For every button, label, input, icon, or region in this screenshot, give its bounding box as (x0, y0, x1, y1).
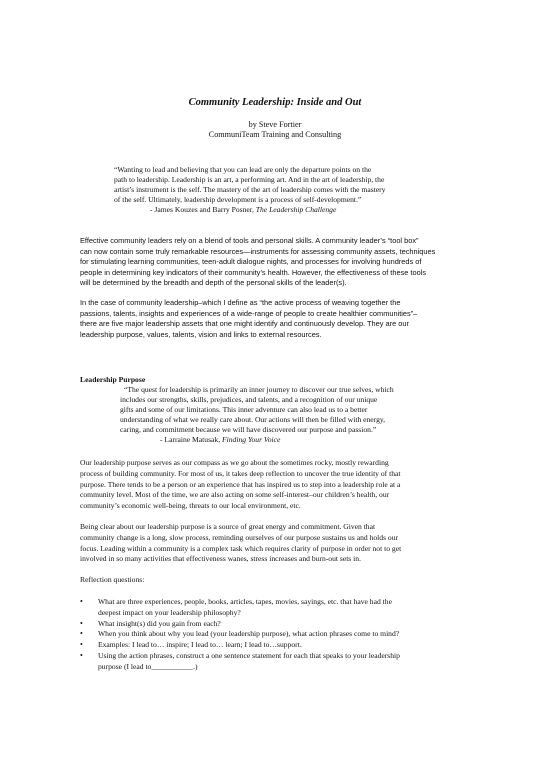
bullet-icon: • (80, 597, 83, 606)
list-item (80, 629, 500, 640)
epigraph-attribution (114, 205, 385, 215)
list-item (80, 597, 500, 619)
paragraph-line: In the case of community leadership–which I define as “the active process of weaving together the (80, 298, 401, 307)
paragraph-line: community level. Most of the time, we are also acting on some self-interest–our children’s health, our (80, 490, 390, 500)
question-text: When you think about why you lead (your leadership purpose), what action phrases come to mind? (98, 629, 400, 639)
epigraph-line: artist’s instrument is the self. The mastery of the art of leadership comes with the mastery (114, 185, 386, 194)
byline (0, 120, 550, 140)
purpose-paragraph-2 (80, 522, 480, 565)
paragraph-line: people in determining key indicators of their community’s health. However, the effectiveness of these tools (80, 267, 427, 277)
reflection-questions-list (80, 597, 500, 673)
attribution-author: - James Kouzes and Barry Posner, (150, 205, 256, 214)
paragraph-line: for stimulating learning communities, teen-adult dialogue nights, and processes for involving hundreds of (80, 257, 422, 267)
paragraph-line: process of building community. For most of us, it takes deep reflection to uncover the true identity of that (80, 468, 401, 478)
intro-paragraph-2 (80, 298, 480, 340)
bullet-icon: • (80, 618, 83, 628)
question-text: Using the action phrases, construct a one sentence statement for each that speaks to your leadership (98, 650, 400, 660)
purpose-paragraph-1 (80, 458, 480, 512)
organization-line: CommuniTeam Training and Consulting (208, 130, 342, 139)
list-item (80, 640, 500, 651)
bullet-icon: • (80, 629, 83, 639)
paragraph-line: purpose. There tends to be a person or an experience that has inspired us to step into a leadership role at a (80, 479, 401, 489)
paragraph-line: Our leadership purpose serves as our compass as we go about the sometimes rocky, mostly rewarding (80, 458, 389, 467)
question-text: What insight(s) did you gain from each? (98, 618, 221, 628)
attribution-work: Finding Your Voice (222, 435, 281, 444)
paragraph-line: community change is a long, slow process, reminding ourselves of our purpose sustains us and holds our (80, 532, 399, 542)
intro-paragraph-1 (80, 236, 480, 289)
paragraph-line: community’s economic well-being, threats to our local environment, etc. (80, 501, 301, 511)
paragraph-line: there are five major leadership assets that one might identify and continuously develop. They are our (80, 319, 409, 329)
question-text: What are three experiences, people, books, articles, tapes, movies, sayings, etc. that have had the (98, 597, 392, 606)
paragraph-line: focus. Leading within a community is a complex task which requires clarity of purpose in order not to get (80, 543, 402, 553)
quote-line: understanding of what we really care about. Our actions will then be filled with energy, (120, 415, 386, 424)
quote-line: gifts and some of our limitations. This inner adventure can also lead us to a better (120, 405, 368, 414)
quote-line: includes our strengths, skills, prejudices, and talents, and a recognition of our unique (120, 395, 378, 404)
epigraph-quote (114, 165, 385, 215)
epigraph-line: “Wanting to lead and believing that you can lead are only the departure points on the (114, 165, 372, 174)
bullet-icon: • (80, 640, 83, 650)
paragraph-line: involved in so many activities that effectiveness wanes, stress increases and burn-out sets in. (80, 554, 361, 564)
list-item (80, 619, 500, 630)
attribution-work: The Leadership Challenge (255, 205, 337, 214)
quote-attribution (120, 435, 394, 445)
paragraph-line: Effective community leaders rely on a blend of tools and personal skills. A community leader’s “tool box” (80, 236, 419, 245)
author-line: by Steve Fortier (248, 120, 302, 129)
paragraph-line: leadership purpose, values, talents, vision and links to external resources. (80, 329, 322, 339)
question-text-continued: purpose (I lead to___________.) (98, 661, 198, 671)
list-item (80, 651, 500, 673)
paragraph-line: will be determined by the breadth and depth of the personal skills of the leader(s). (80, 278, 347, 288)
paragraph-line: passions, talents, insights and experiences of a wide-range of people to create healthier communities”– (80, 308, 418, 318)
paragraph-line: Being clear about our leadership purpose is a source of great energy and commitment. Given that (80, 522, 376, 531)
question-text-continued: deepest impact on your leadership philosophy? (98, 607, 241, 617)
epigraph-line: path to leadership. Leadership is an art, a performing art. And in the art of leadership, the (114, 175, 385, 184)
section-heading: Leadership Purpose (80, 375, 146, 384)
reflection-label: Reflection questions: (80, 575, 145, 584)
quote-line: “The quest for leadership is primarily an inner journey to discover our true selves, which (124, 385, 394, 394)
quote-line: caring, and commitment because we will have discovered our purpose and passion.” (120, 425, 377, 434)
question-text: Examples: I lead to… inspire; I lead to… learn; I lead to…support. (98, 640, 302, 650)
bullet-icon: • (80, 650, 83, 660)
attribution-author: - Larraine Matusak, (160, 435, 222, 444)
document-title: Community Leadership: Inside and Out (188, 97, 362, 108)
epigraph-line: of the self. Ultimately, leadership development is a process of self-development.” (114, 195, 362, 204)
paragraph-line: can now contain some truly remarkable resources—instruments for assessing community assets, techniques (80, 246, 436, 256)
section-quote (120, 385, 394, 445)
